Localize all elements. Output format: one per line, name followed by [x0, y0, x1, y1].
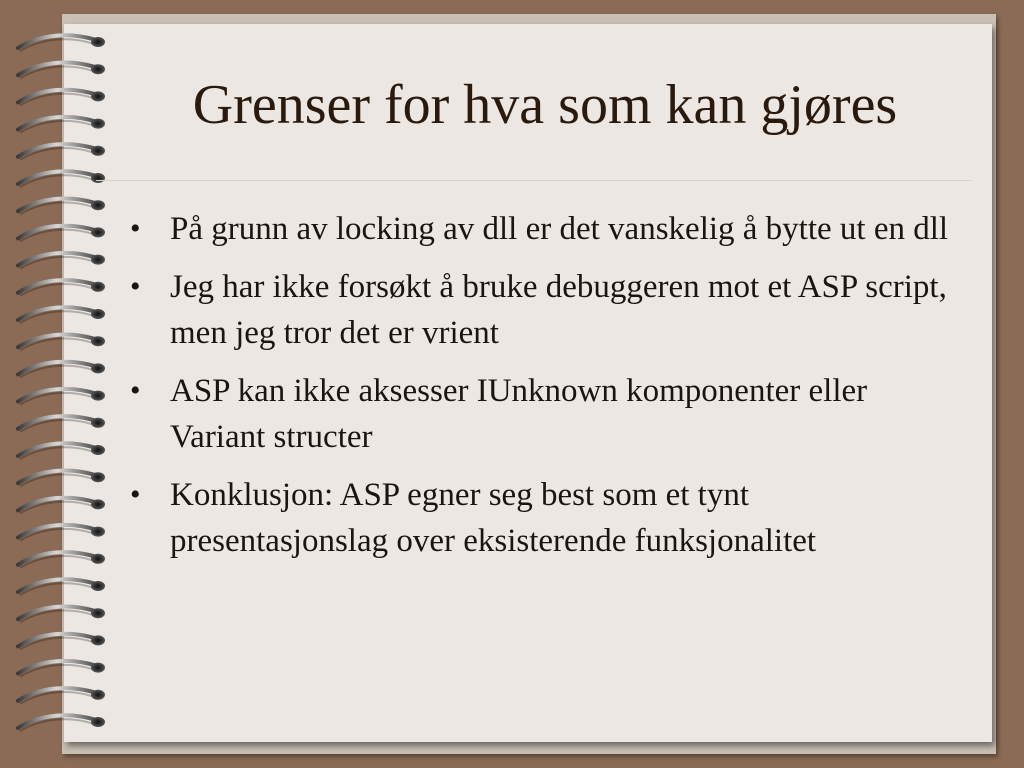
title-divider: [96, 180, 972, 181]
bullet-marker: •: [130, 270, 141, 303]
bullet-item: [128, 264, 958, 356]
slide-title: Grenser for hva som kan gjøres: [192, 74, 898, 136]
bullet-marker: •: [130, 478, 141, 511]
bullet-marker: •: [130, 212, 141, 245]
bullet-text: På grunn av locking av dll er det vanskelig å bytte ut en dll: [170, 211, 949, 247]
bullet-item: [128, 472, 958, 564]
bullet-text: ASP kan ikke aksesser IUnknown komponenter eller Variant structer: [170, 373, 868, 455]
bullet-item: [128, 368, 958, 460]
bullet-text: Jeg har ikke forsøkt å bruke debuggeren mot et ASP script, men jeg tror det er vrient: [170, 269, 947, 351]
bullet-list: [128, 206, 958, 576]
bullet-marker: •: [130, 374, 141, 407]
bullet-text: Konklusjon: ASP egner seg best som et tynt presentasjonslag over eksisterende funksjonalitet: [170, 477, 817, 559]
bullet-item: [128, 206, 958, 252]
